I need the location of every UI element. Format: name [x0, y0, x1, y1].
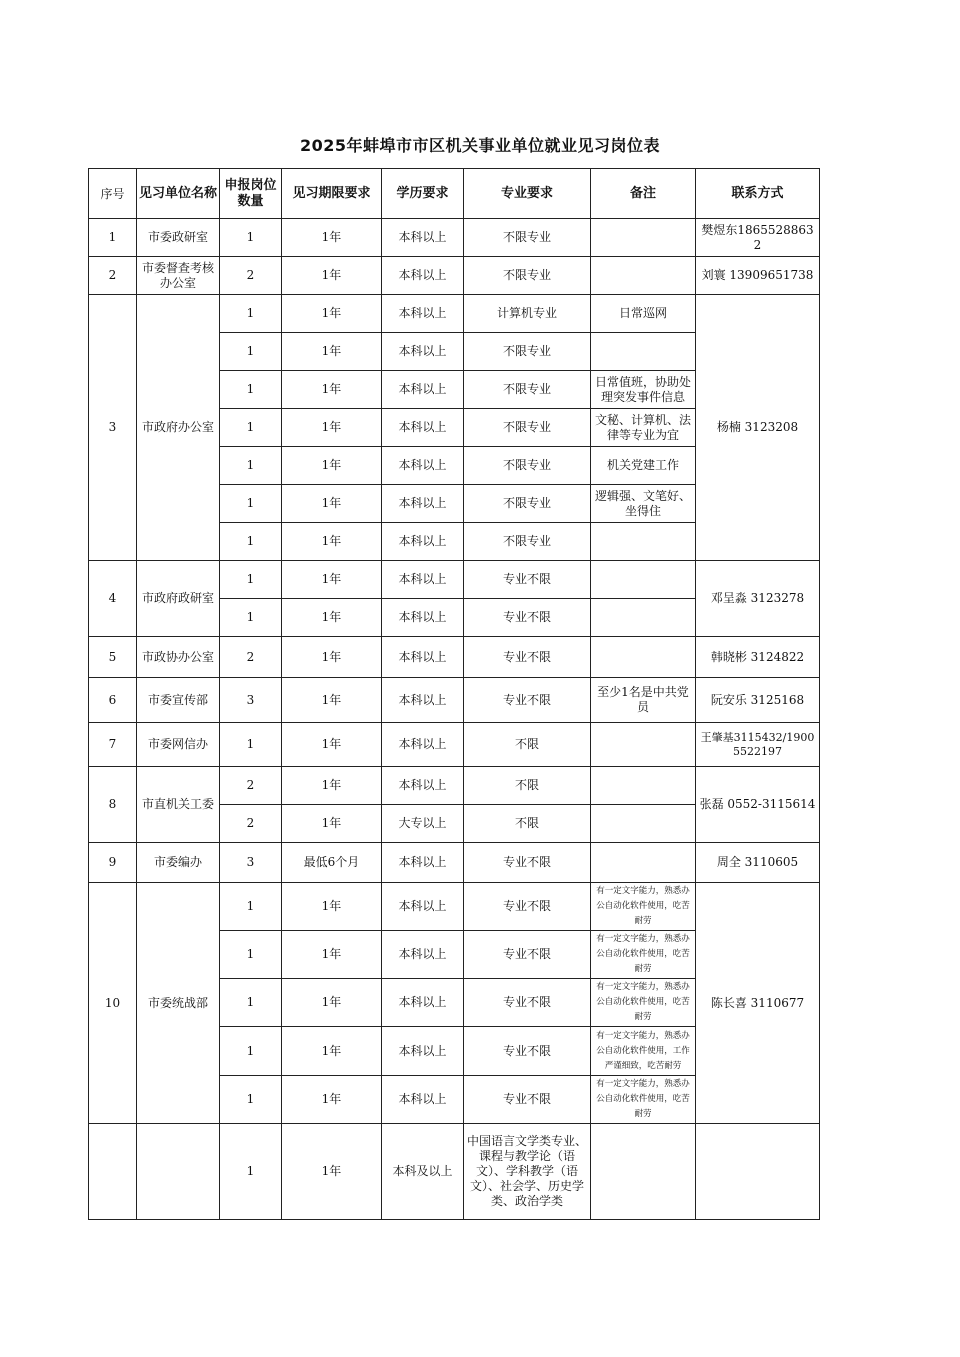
period-cell: 1年 — [282, 409, 382, 447]
table-row — [89, 883, 820, 931]
contact-cell: 王肇基3115432/19005522197 — [696, 723, 820, 767]
period-cell: 1年 — [282, 523, 382, 561]
table-row — [89, 678, 820, 723]
note-cell — [591, 843, 696, 883]
edu-cell: 本科以上 — [382, 1027, 464, 1076]
contact-cell: 韩晓彬 3124822 — [696, 637, 820, 678]
note-cell: 日常值班，协助处理突发事件信息 — [591, 371, 696, 409]
header-cell: 专业要求 — [464, 169, 591, 219]
table-row — [89, 767, 820, 805]
edu-cell: 本科以上 — [382, 485, 464, 523]
header-cell: 学历要求 — [382, 169, 464, 219]
period-cell: 1年 — [282, 767, 382, 805]
edu-cell: 本科以上 — [382, 257, 464, 295]
count-cell: 3 — [220, 678, 282, 723]
count-cell: 1 — [220, 1076, 282, 1124]
count-cell: 1 — [220, 599, 282, 637]
note-cell: 日常巡网 — [591, 295, 696, 333]
count-cell: 1 — [220, 333, 282, 371]
table-row — [89, 561, 820, 599]
period-cell: 1年 — [282, 485, 382, 523]
period-cell: 1年 — [282, 371, 382, 409]
note-cell — [591, 1124, 696, 1220]
period-cell: 1年 — [282, 1027, 382, 1076]
major-cell: 专业不限 — [464, 678, 591, 723]
unit-cell: 市政协办公室 — [137, 637, 220, 678]
contact-cell: 杨楠 3123208 — [696, 295, 820, 561]
period-cell: 1年 — [282, 979, 382, 1027]
period-cell: 1年 — [282, 1076, 382, 1124]
table-row — [89, 295, 820, 333]
contact-cell: 陈长喜 3110677 — [696, 883, 820, 1124]
note-cell — [591, 599, 696, 637]
positions-table — [88, 168, 820, 1220]
period-cell: 1年 — [282, 723, 382, 767]
unit-cell: 市政府办公室 — [137, 295, 220, 561]
edu-cell: 本科以上 — [382, 637, 464, 678]
unit-cell: 市委宣传部 — [137, 678, 220, 723]
major-cell: 不限专业 — [464, 447, 591, 485]
unit-cell: 市委统战部 — [137, 883, 220, 1124]
edu-cell: 本科以上 — [382, 295, 464, 333]
major-cell: 不限 — [464, 767, 591, 805]
major-cell: 不限专业 — [464, 219, 591, 257]
count-cell: 1 — [220, 1027, 282, 1076]
count-cell: 1 — [220, 723, 282, 767]
count-cell: 1 — [220, 883, 282, 931]
table-row — [89, 219, 820, 257]
period-cell: 1年 — [282, 931, 382, 979]
period-cell: 最低6个月 — [282, 843, 382, 883]
table-row — [89, 843, 820, 883]
unit-cell: 市委督查考核办公室 — [137, 257, 220, 295]
count-cell: 1 — [220, 371, 282, 409]
edu-cell: 本科以上 — [382, 767, 464, 805]
count-cell: 1 — [220, 523, 282, 561]
note-cell — [591, 561, 696, 599]
note-cell: 有一定文字能力，熟悉办公自动化软件使用，工作严谨细致，吃苦耐劳 — [591, 1027, 696, 1076]
note-cell — [591, 805, 696, 843]
edu-cell: 本科及以上 — [382, 1124, 464, 1220]
note-cell — [591, 767, 696, 805]
note-cell — [591, 219, 696, 257]
major-cell: 不限专业 — [464, 257, 591, 295]
note-cell — [591, 637, 696, 678]
edu-cell: 本科以上 — [382, 371, 464, 409]
edu-cell: 本科以上 — [382, 599, 464, 637]
major-cell: 不限专业 — [464, 523, 591, 561]
count-cell: 2 — [220, 767, 282, 805]
edu-cell: 大专以上 — [382, 805, 464, 843]
period-cell: 1年 — [282, 637, 382, 678]
header-cell: 见习单位名称 — [137, 169, 220, 219]
count-cell: 1 — [220, 1124, 282, 1220]
note-cell — [591, 723, 696, 767]
major-cell: 不限专业 — [464, 333, 591, 371]
header-cell: 联系方式 — [696, 169, 820, 219]
major-cell: 不限专业 — [464, 485, 591, 523]
major-cell: 不限专业 — [464, 409, 591, 447]
major-cell: 专业不限 — [464, 599, 591, 637]
period-cell: 1年 — [282, 805, 382, 843]
edu-cell: 本科以上 — [382, 219, 464, 257]
contact-cell — [696, 1124, 820, 1220]
period-cell: 1年 — [282, 447, 382, 485]
period-cell: 1年 — [282, 295, 382, 333]
count-cell: 1 — [220, 409, 282, 447]
note-cell: 有一定文字能力，熟悉办公自动化软件使用，吃苦耐劳 — [591, 931, 696, 979]
unit-cell — [137, 1124, 220, 1220]
major-cell: 中国语言文学类专业、课程与教学论（语文）、学科教学（语文）、社会学、历史学类、政治学类 — [464, 1124, 591, 1220]
major-cell: 不限专业 — [464, 371, 591, 409]
seq-cell: 1 — [89, 219, 137, 257]
count-cell: 2 — [220, 257, 282, 295]
note-cell: 逻辑强、文笔好、坐得住 — [591, 485, 696, 523]
contact-cell: 樊煜东18655288632 — [696, 219, 820, 257]
major-cell: 不限 — [464, 805, 591, 843]
period-cell: 1年 — [282, 599, 382, 637]
major-cell: 不限 — [464, 723, 591, 767]
count-cell: 2 — [220, 805, 282, 843]
contact-cell: 邓呈淼 3123278 — [696, 561, 820, 637]
seq-cell — [89, 1124, 137, 1220]
major-cell: 专业不限 — [464, 1027, 591, 1076]
edu-cell: 本科以上 — [382, 883, 464, 931]
edu-cell: 本科以上 — [382, 843, 464, 883]
edu-cell: 本科以上 — [382, 979, 464, 1027]
header-cell: 备注 — [591, 169, 696, 219]
table-row — [89, 723, 820, 767]
major-cell: 专业不限 — [464, 561, 591, 599]
major-cell: 专业不限 — [464, 979, 591, 1027]
seq-cell: 2 — [89, 257, 137, 295]
count-cell: 2 — [220, 637, 282, 678]
unit-cell: 市政府政研室 — [137, 561, 220, 637]
edu-cell: 本科以上 — [382, 447, 464, 485]
table-row — [89, 1124, 820, 1220]
contact-cell: 张磊 0552-3115614 — [696, 767, 820, 843]
period-cell: 1年 — [282, 883, 382, 931]
page-title: 2025年蚌埠市市区机关事业单位就业见习岗位表 — [299, 136, 661, 155]
header-cell: 申报岗位数量 — [220, 169, 282, 219]
note-cell: 有一定文字能力，熟悉办公自动化软件使用，吃苦耐劳 — [591, 883, 696, 931]
note-cell: 文秘、计算机、法律等专业为宜 — [591, 409, 696, 447]
seq-cell: 4 — [89, 561, 137, 637]
note-cell: 至少1名是中共党员 — [591, 678, 696, 723]
seq-cell: 5 — [89, 637, 137, 678]
count-cell: 1 — [220, 979, 282, 1027]
count-cell: 1 — [220, 561, 282, 599]
count-cell: 1 — [220, 295, 282, 333]
unit-cell: 市直机关工委 — [137, 767, 220, 843]
edu-cell: 本科以上 — [382, 931, 464, 979]
header-row — [89, 169, 820, 219]
seq-cell: 9 — [89, 843, 137, 883]
contact-cell: 阮安乐 3125168 — [696, 678, 820, 723]
note-cell: 有一定文字能力，熟悉办公自动化软件使用，吃苦耐劳 — [591, 1076, 696, 1124]
major-cell: 专业不限 — [464, 883, 591, 931]
period-cell: 1年 — [282, 1124, 382, 1220]
period-cell: 1年 — [282, 561, 382, 599]
seq-cell: 7 — [89, 723, 137, 767]
major-cell: 专业不限 — [464, 637, 591, 678]
seq-cell: 10 — [89, 883, 137, 1124]
major-cell: 专业不限 — [464, 843, 591, 883]
major-cell: 专业不限 — [464, 1076, 591, 1124]
seq-cell: 3 — [89, 295, 137, 561]
count-cell: 1 — [220, 219, 282, 257]
count-cell: 1 — [220, 485, 282, 523]
seq-cell: 8 — [89, 767, 137, 843]
note-cell: 有一定文字能力，熟悉办公自动化软件使用，吃苦耐劳 — [591, 979, 696, 1027]
edu-cell: 本科以上 — [382, 409, 464, 447]
table-row — [89, 637, 820, 678]
count-cell: 1 — [220, 931, 282, 979]
unit-cell: 市委网信办 — [137, 723, 220, 767]
major-cell: 专业不限 — [464, 931, 591, 979]
contact-cell: 周全 3110605 — [696, 843, 820, 883]
edu-cell: 本科以上 — [382, 1076, 464, 1124]
unit-cell: 市委编办 — [137, 843, 220, 883]
table-row — [89, 257, 820, 295]
count-cell: 1 — [220, 447, 282, 485]
edu-cell: 本科以上 — [382, 678, 464, 723]
edu-cell: 本科以上 — [382, 333, 464, 371]
header-cell: 序号 — [89, 169, 137, 219]
period-cell: 1年 — [282, 219, 382, 257]
period-cell: 1年 — [282, 257, 382, 295]
seq-cell: 6 — [89, 678, 137, 723]
edu-cell: 本科以上 — [382, 561, 464, 599]
edu-cell: 本科以上 — [382, 723, 464, 767]
note-cell — [591, 257, 696, 295]
count-cell: 3 — [220, 843, 282, 883]
note-cell: 机关党建工作 — [591, 447, 696, 485]
unit-cell: 市委政研室 — [137, 219, 220, 257]
period-cell: 1年 — [282, 678, 382, 723]
header-cell: 见习期限要求 — [282, 169, 382, 219]
major-cell: 计算机专业 — [464, 295, 591, 333]
edu-cell: 本科以上 — [382, 523, 464, 561]
contact-cell: 刘寰 13909651738 — [696, 257, 820, 295]
note-cell — [591, 333, 696, 371]
period-cell: 1年 — [282, 333, 382, 371]
note-cell — [591, 523, 696, 561]
